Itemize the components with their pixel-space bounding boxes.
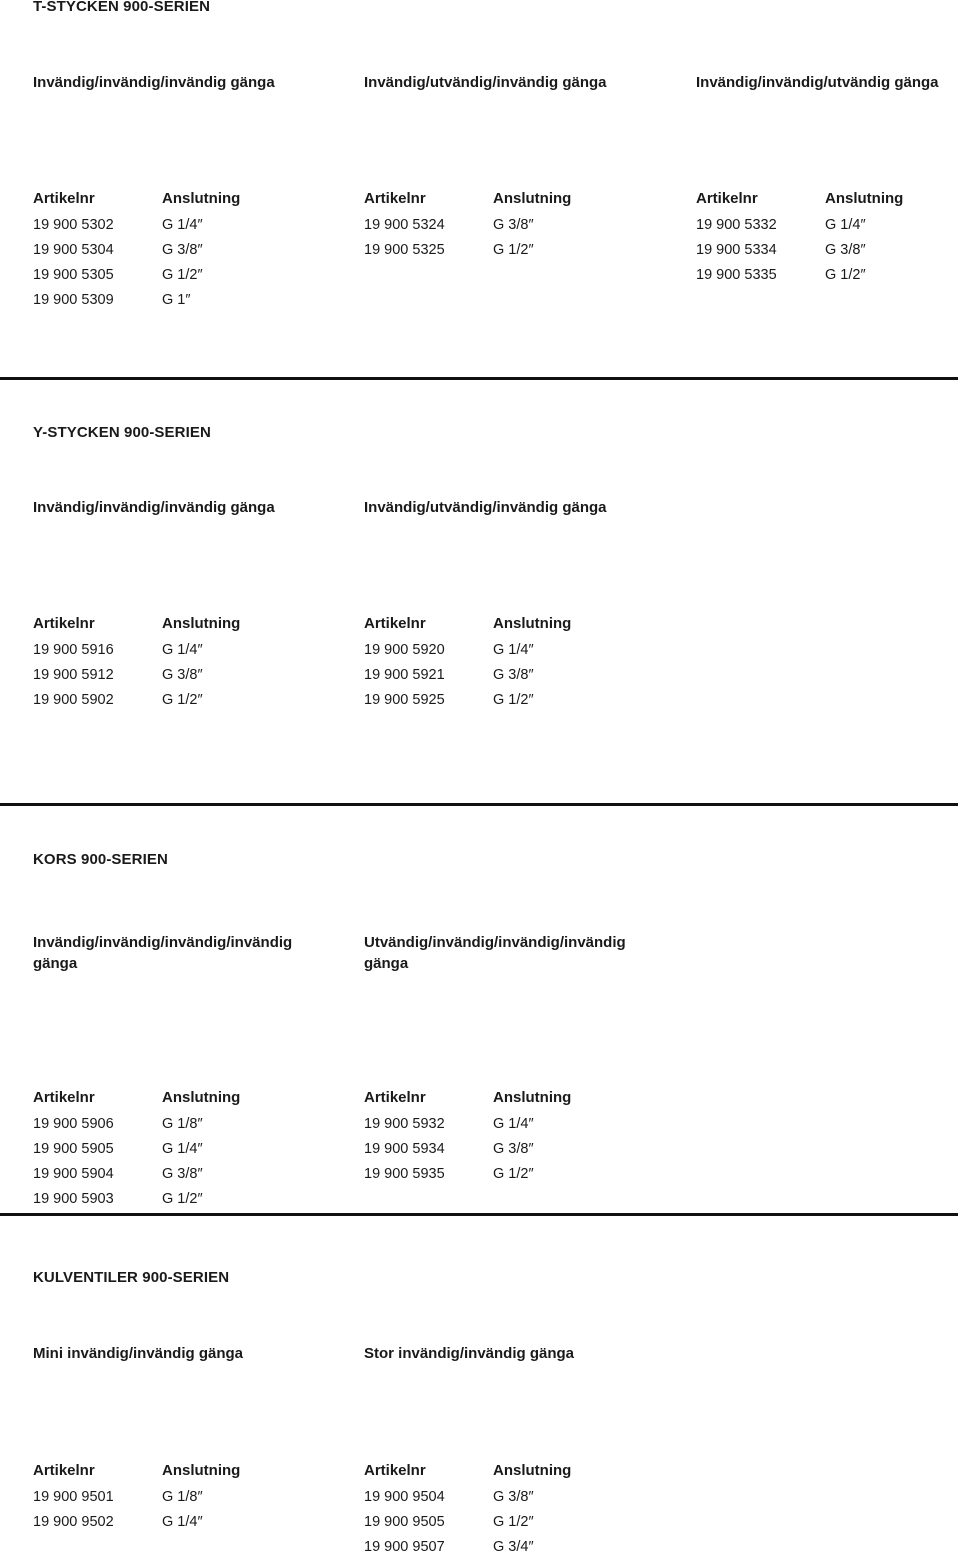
column-header-anslutning: Anslutning — [162, 1462, 241, 1479]
column-header-artikelnr: Artikelnr — [696, 190, 758, 207]
article-number: 19 900 5902 — [33, 692, 114, 708]
connection-size: G 1/4″ — [162, 1141, 203, 1157]
column-header-artikelnr: Artikelnr — [364, 1089, 426, 1106]
group-subtitle: Invändig/invändig/invändig gänga — [33, 499, 275, 516]
column-header-artikelnr: Artikelnr — [364, 1462, 426, 1479]
article-number: 19 900 5904 — [33, 1166, 114, 1182]
article-number: 19 900 5325 — [364, 242, 445, 258]
connection-size: G 3/8″ — [493, 217, 534, 233]
connection-size: G 1/2″ — [493, 242, 534, 258]
section-divider — [0, 377, 958, 380]
section-title: T-STYCKEN 900-SERIEN — [33, 0, 211, 15]
connection-size: G 3/8″ — [162, 242, 203, 258]
article-number: 19 900 9507 — [364, 1539, 445, 1555]
section-divider — [0, 803, 958, 806]
column-header-anslutning: Anslutning — [162, 190, 241, 207]
article-number: 19 900 9501 — [33, 1489, 114, 1505]
connection-size: G 3/8″ — [162, 1166, 203, 1182]
article-number: 19 900 5309 — [33, 292, 114, 308]
connection-size: G 1/2″ — [825, 267, 866, 283]
connection-size: G 1/2″ — [162, 1191, 203, 1207]
connection-size: G 3/8″ — [162, 667, 203, 683]
connection-size: G 3/8″ — [493, 667, 534, 683]
column-header-anslutning: Anslutning — [493, 615, 572, 632]
article-number: 19 900 5925 — [364, 692, 445, 708]
column-header-artikelnr: Artikelnr — [33, 190, 95, 207]
connection-size: G 1/4″ — [162, 217, 203, 233]
connection-size: G 1/4″ — [162, 1514, 203, 1530]
article-number: 19 900 5916 — [33, 642, 114, 658]
group-subtitle: Utvändig/invändig/invändig/invändig — [364, 934, 626, 951]
group-subtitle: Invändig/invändig/invändig gänga — [33, 74, 275, 91]
article-number: 19 900 5906 — [33, 1116, 114, 1132]
column-header-artikelnr: Artikelnr — [33, 615, 95, 632]
article-number: 19 900 5932 — [364, 1116, 445, 1132]
column-header-artikelnr: Artikelnr — [33, 1089, 95, 1106]
article-number: 19 900 5324 — [364, 217, 445, 233]
connection-size: G 3/8″ — [493, 1489, 534, 1505]
article-number: 19 900 5912 — [33, 667, 114, 683]
section-title: KULVENTILER 900-SERIEN — [33, 1269, 230, 1286]
connection-size: G 1/2″ — [493, 1514, 534, 1530]
group-subtitle: Stor invändig/invändig gänga — [364, 1345, 575, 1362]
group-subtitle: Mini invändig/invändig gänga — [33, 1345, 244, 1362]
section-title: Y-STYCKEN 900-SERIEN — [33, 424, 211, 441]
group-subtitle: gänga — [364, 955, 409, 972]
column-header-anslutning: Anslutning — [162, 1089, 241, 1106]
article-number: 19 900 5335 — [696, 267, 777, 283]
group-subtitle: gänga — [33, 955, 78, 972]
article-number: 19 900 5302 — [33, 217, 114, 233]
group-subtitle: Invändig/invändig/invändig/invändig — [33, 934, 293, 951]
connection-size: G 1/4″ — [162, 642, 203, 658]
article-number: 19 900 5920 — [364, 642, 445, 658]
connection-size: G 1/8″ — [162, 1489, 203, 1505]
connection-size: G 3/4″ — [493, 1539, 534, 1555]
column-header-anslutning: Anslutning — [493, 1462, 572, 1479]
group-subtitle: Invändig/utvändig/invändig gänga — [364, 499, 607, 516]
article-number: 19 900 5934 — [364, 1141, 445, 1157]
column-header-anslutning: Anslutning — [162, 615, 241, 632]
column-header-artikelnr: Artikelnr — [33, 1462, 95, 1479]
column-header-artikelnr: Artikelnr — [364, 615, 426, 632]
article-number: 19 900 5905 — [33, 1141, 114, 1157]
connection-size: G 1/2″ — [162, 267, 203, 283]
section-divider — [0, 1213, 958, 1216]
column-header-anslutning: Anslutning — [493, 190, 572, 207]
connection-size: G 1/4″ — [493, 642, 534, 658]
group-subtitle: Invändig/invändig/utvändig gänga — [696, 74, 939, 91]
connection-size: G 1/4″ — [493, 1116, 534, 1132]
article-number: 19 900 5304 — [33, 242, 114, 258]
article-number: 19 900 9502 — [33, 1514, 114, 1530]
connection-size: G 1/2″ — [162, 692, 203, 708]
article-number: 19 900 5935 — [364, 1166, 445, 1182]
article-number: 19 900 5921 — [364, 667, 445, 683]
group-subtitle: Invändig/utvändig/invändig gänga — [364, 74, 607, 91]
article-number: 19 900 9504 — [364, 1489, 445, 1505]
column-header-anslutning: Anslutning — [825, 190, 904, 207]
article-number: 19 900 9505 — [364, 1514, 445, 1530]
column-header-artikelnr: Artikelnr — [364, 190, 426, 207]
article-number: 19 900 5903 — [33, 1191, 114, 1207]
connection-size: G 3/8″ — [825, 242, 866, 258]
connection-size: G 1/8″ — [162, 1116, 203, 1132]
article-number: 19 900 5332 — [696, 217, 777, 233]
connection-size: G 3/8″ — [493, 1141, 534, 1157]
article-number: 19 900 5305 — [33, 267, 114, 283]
connection-size: G 1/2″ — [493, 692, 534, 708]
connection-size: G 1/2″ — [493, 1166, 534, 1182]
column-header-anslutning: Anslutning — [493, 1089, 572, 1106]
connection-size: G 1″ — [162, 292, 191, 308]
section-title: KORS 900-SERIEN — [33, 851, 168, 868]
article-number: 19 900 5334 — [696, 242, 777, 258]
connection-size: G 1/4″ — [825, 217, 866, 233]
